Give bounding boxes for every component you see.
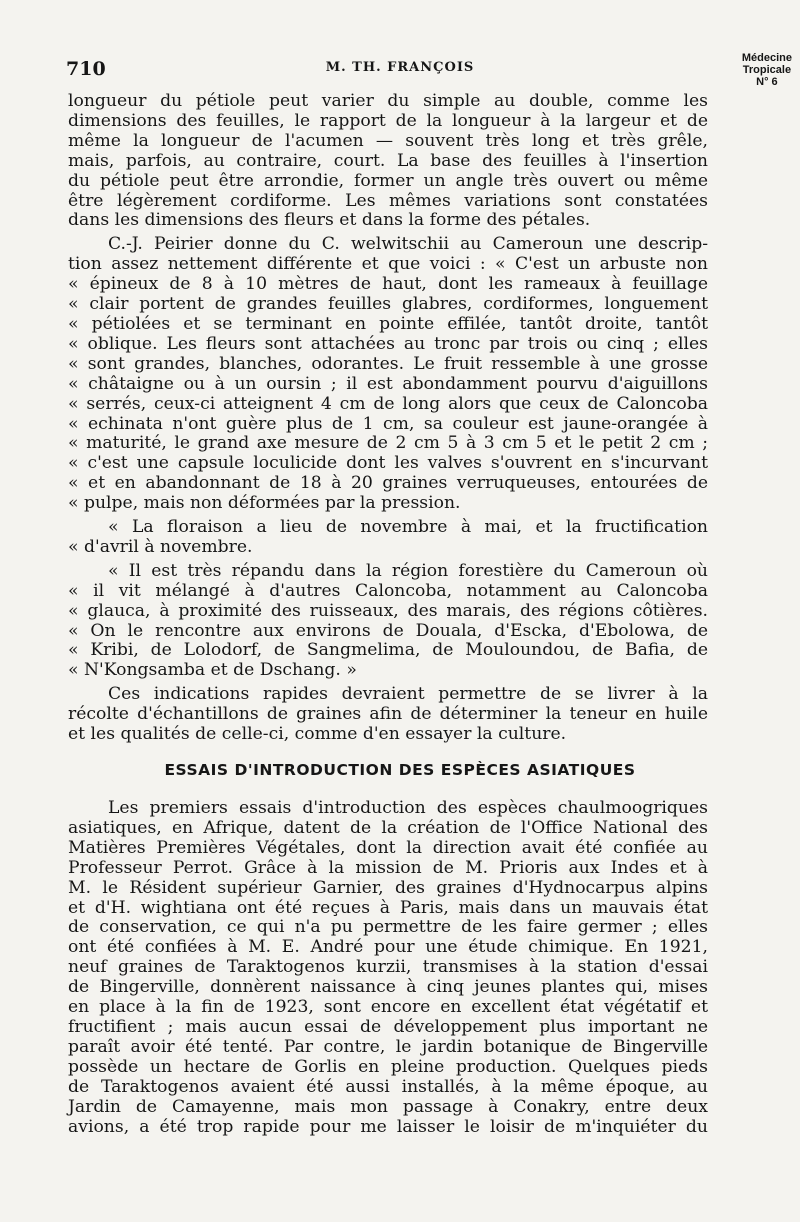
text-line: asiatiques, en Afrique, datent de la création de l'Office National des	[68, 817, 708, 838]
text-line: en place à la fin de 1923, sont encore en excellent état végétatif et	[68, 997, 708, 1018]
text-line: « Kribi, de Lolodorf, de Sangmelima, de Mouloundou, de Bafia, de	[68, 640, 708, 661]
text-line: « N'Kongsamba et de Dschang. »	[68, 660, 357, 681]
text-line: « serrés, ceux-ci atteignent 4 cm de long alors que ceux de Caloncoba	[68, 393, 708, 414]
text-line: ont été confiées à M. E. André pour une étude chimique. En 1921,	[68, 937, 708, 958]
paragraph	[68, 685, 708, 745]
text-line: « echinata n'ont guère plus de 1 cm, sa couleur est jaune-orangée à	[68, 413, 708, 434]
body-text	[68, 92, 708, 745]
text-line: « La floraison a lieu de novembre à mai, et la fructification	[108, 517, 708, 538]
text-line: du pétiole peut être arrondie, former un angle très ouvert ou même	[68, 170, 708, 191]
text-line: « pétiolées et se terminant en pointe effilée, tantôt droite, tantôt	[68, 313, 708, 334]
paragraph	[68, 235, 708, 514]
text-line: être légèrement cordiforme. Les mêmes variations sont constatées	[68, 190, 708, 211]
text-line: même la longueur de l'acumen — souvent très long et très grêle,	[68, 130, 708, 151]
text-line: Matières Premières Végétales, dont la direction avait été confiée au	[68, 837, 708, 858]
text-line: « pulpe, mais non déformées par la pression.	[68, 493, 461, 514]
text-line: Ces indications rapides devraient permettre de se livrer à la	[108, 684, 708, 705]
text-line: de Bingerville, donnèrent naissance à cinq jeunes plantes qui, mises	[68, 977, 708, 998]
text-line: dimensions des feuilles, le rapport de la longueur à la largeur et de	[68, 110, 708, 131]
text-line: « épineux de 8 à 10 mètres de haut, dont les rameaux à feuillage	[68, 274, 708, 295]
text-line: paraît avoir été tenté. Par contre, le jardin botanique de Bingerville	[68, 1036, 708, 1057]
text-line: avions, a été trop rapide pour me laisser le loisir de m'inquiéter du	[68, 1116, 708, 1137]
paragraph	[68, 799, 708, 1137]
paragraph	[68, 518, 708, 558]
text-line: neuf graines de Taraktogenos kurzii, transmises à la station d'essai	[68, 957, 708, 978]
text-line: « Il est très répandu dans la région forestière du Cameroun où	[108, 560, 708, 581]
text-line: de Taraktogenos avaient été aussi installés, à la même époque, au	[68, 1076, 708, 1097]
text-line: « châtaigne ou à un oursin ; il est abondamment pourvu d'aiguillons	[68, 373, 708, 394]
text-line: récolte d'échantillons de graines afin de déterminer la teneur en huile	[68, 704, 708, 725]
text-line: « oblique. Les fleurs sont attachées au tronc par trois ou cinq ; elles	[68, 333, 708, 354]
text-line: fructifient ; mais aucun essai de développement plus important ne	[68, 1016, 708, 1037]
text-line: Les premiers essais d'introduction des espèces chaulmoogriques	[108, 798, 708, 818]
journal-issue: N° 6	[756, 76, 778, 88]
text-line: Jardin de Camayenne, mais mon passage à Conakry, entre deux	[68, 1096, 708, 1117]
text-line: C.-J. Peirier donne du C. welwitschii au Cameroun une descrip-	[108, 234, 708, 255]
text-line: « sont grandes, blanches, odorantes. Le fruit ressemble à une grosse	[68, 353, 708, 374]
text-line: dans les dimensions des fleurs et dans la forme des pétales.	[68, 210, 591, 231]
text-line: « On le rencontre aux environs de Douala, d'Escka, d'Ebolowa, de	[68, 620, 708, 641]
text-line: mais, parfois, au contraire, court. La base des feuilles à l'insertion	[68, 150, 708, 171]
text-line: possède un hectare de Gorlis en pleine production. Quelques pieds	[68, 1056, 708, 1077]
text-line: tion assez nettement différente et que voici : « C'est un arbuste non	[68, 254, 708, 275]
text-line: Professeur Perrot. Grâce à la mission de M. Prioris aux Indes et à	[68, 857, 708, 878]
text-line: et d'H. wightiana ont été reçues à Paris, mais dans un mauvais état	[68, 897, 708, 918]
journal-line: Médecine	[741, 52, 792, 64]
text-line: « et en abandonnant de 18 à 20 graines verruqueuses, entourées de	[68, 473, 708, 494]
text-line: longueur du pétiole peut varier du simple au double, comme les	[68, 91, 708, 111]
paragraph	[68, 92, 708, 231]
page-number: 710	[66, 58, 106, 80]
text-line: « d'avril à novembre.	[68, 536, 253, 557]
text-line: « clair portent de grandes feuilles glabres, cordiformes, longuement	[68, 294, 708, 315]
journal-line: Tropicale	[742, 64, 792, 76]
text-line: « maturité, le grand axe mesure de 2 cm 5 à 3 cm 5 et le petit 2 cm ;	[68, 433, 708, 454]
text-line: « c'est une capsule loculicide dont les valves s'ouvrent en s'incurvant	[68, 453, 708, 474]
journal-label	[742, 52, 792, 88]
text-line: « glauca, à proximité des ruisseaux, des marais, des régions côtières.	[68, 600, 708, 621]
page-header	[0, 52, 800, 96]
text-line: et les qualités de celle-ci, comme d'en essayer la culture.	[68, 724, 567, 745]
section-body	[68, 799, 708, 1137]
paragraph	[68, 562, 708, 681]
running-title: M. TH. FRANÇOIS	[325, 60, 475, 75]
text-line: « il vit mélangé à d'autres Caloncoba, notamment au Caloncoba	[68, 580, 708, 601]
section-title: ESSAIS D'INTRODUCTION DES ESPÈCES ASIATIQUES	[164, 761, 636, 779]
text-line: de conservation, ce qui n'a pu permettre de les faire germer ; elles	[68, 917, 708, 938]
text-line: M. le Résident supérieur Garnier, des graines d'Hydnocarpus alpins	[68, 877, 708, 898]
